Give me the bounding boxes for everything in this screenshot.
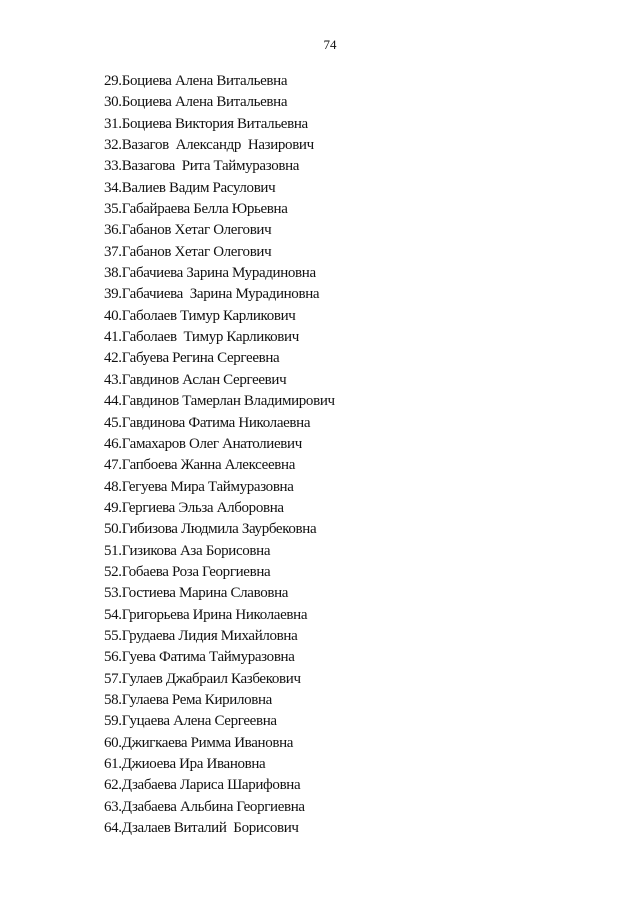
list-item: 54.Григорьева Ирина Николаевна: [104, 606, 308, 623]
list-item: 38.Габачиева Зарина Мурадиновна: [104, 265, 316, 282]
list-item: 29.Боциева Алена Витальевна: [104, 73, 288, 89]
list-item: 34.Валиев Вадим Расулович: [104, 179, 276, 196]
list-item: 31.Боциева Виктория Витальевна: [104, 115, 308, 132]
list-item: 41.Габолаев Тимур Карликович: [104, 329, 299, 346]
list-item: 52.Гобаева Роза Георгиевна: [104, 563, 271, 580]
list-item: 49.Гергиева Эльза Алборовна: [104, 499, 284, 516]
list-item: 53.Гостиева Марина Славовна: [104, 585, 289, 602]
list-item: 47.Гапбоева Жанна Алексеевна: [104, 457, 296, 474]
list-item: 36.Габанов Хетаг Олегович: [104, 222, 272, 239]
list-item: 63.Дзабаева Альбина Георгиевна: [104, 798, 305, 815]
list-item: 62.Дзабаева Лариса Шарифовна: [104, 777, 301, 794]
list-item: 60.Джигкаева Римма Ивановна: [104, 734, 294, 751]
list-item: 39.Габачиева Зарина Мурадиновна: [104, 286, 320, 303]
list-item: 46.Гамахаров Олег Анатолиевич: [104, 435, 302, 452]
list-item: 43.Гавдинов Аслан Сергеевич: [104, 371, 287, 388]
list-item: 44.Гавдинов Тамерлан Владимирович: [104, 393, 335, 410]
list-item: 56.Гуева Фатима Таймуразовна: [104, 649, 295, 666]
list-item: 61.Джиоева Ира Ивановна: [104, 756, 266, 772]
list-item: 35.Габайраева Белла Юрьевна: [104, 201, 288, 218]
list-item: 50.Гибизова Людмила Заурбековна: [104, 521, 317, 538]
list-item: 30.Боциева Алена Витальевна: [104, 94, 288, 111]
list-item: 51.Гизикова Аза Борисовна: [104, 542, 271, 559]
list-item: 55.Грудаева Лидия Михайловна: [104, 627, 298, 644]
list-item: 59.Гуцаева Алена Сергеевна: [104, 713, 277, 730]
list-item: 58.Гулаева Рема Кириловна: [104, 691, 272, 708]
list-item: 33.Вазагова Рита Таймуразовна: [104, 158, 300, 175]
list-item: 32.Вазагов Александр Назирович: [104, 137, 314, 154]
name-list: [104, 71, 335, 839]
list-item: 48.Гегуева Мира Таймуразовна: [104, 478, 294, 495]
list-item: 64.Дзалаев Виталий Борисович: [104, 820, 299, 837]
list-item: 57.Гулаев Джабраил Казбекович: [104, 670, 301, 687]
list-item: 40.Габолаев Тимур Карликович: [104, 307, 296, 324]
list-item: 37.Габанов Хетаг Олегович: [104, 243, 272, 260]
page-number: 74: [323, 37, 337, 52]
list-item: 42.Габуева Регина Сергеевна: [104, 350, 280, 367]
list-item: 45.Гавдинова Фатима Николаевна: [104, 414, 311, 431]
